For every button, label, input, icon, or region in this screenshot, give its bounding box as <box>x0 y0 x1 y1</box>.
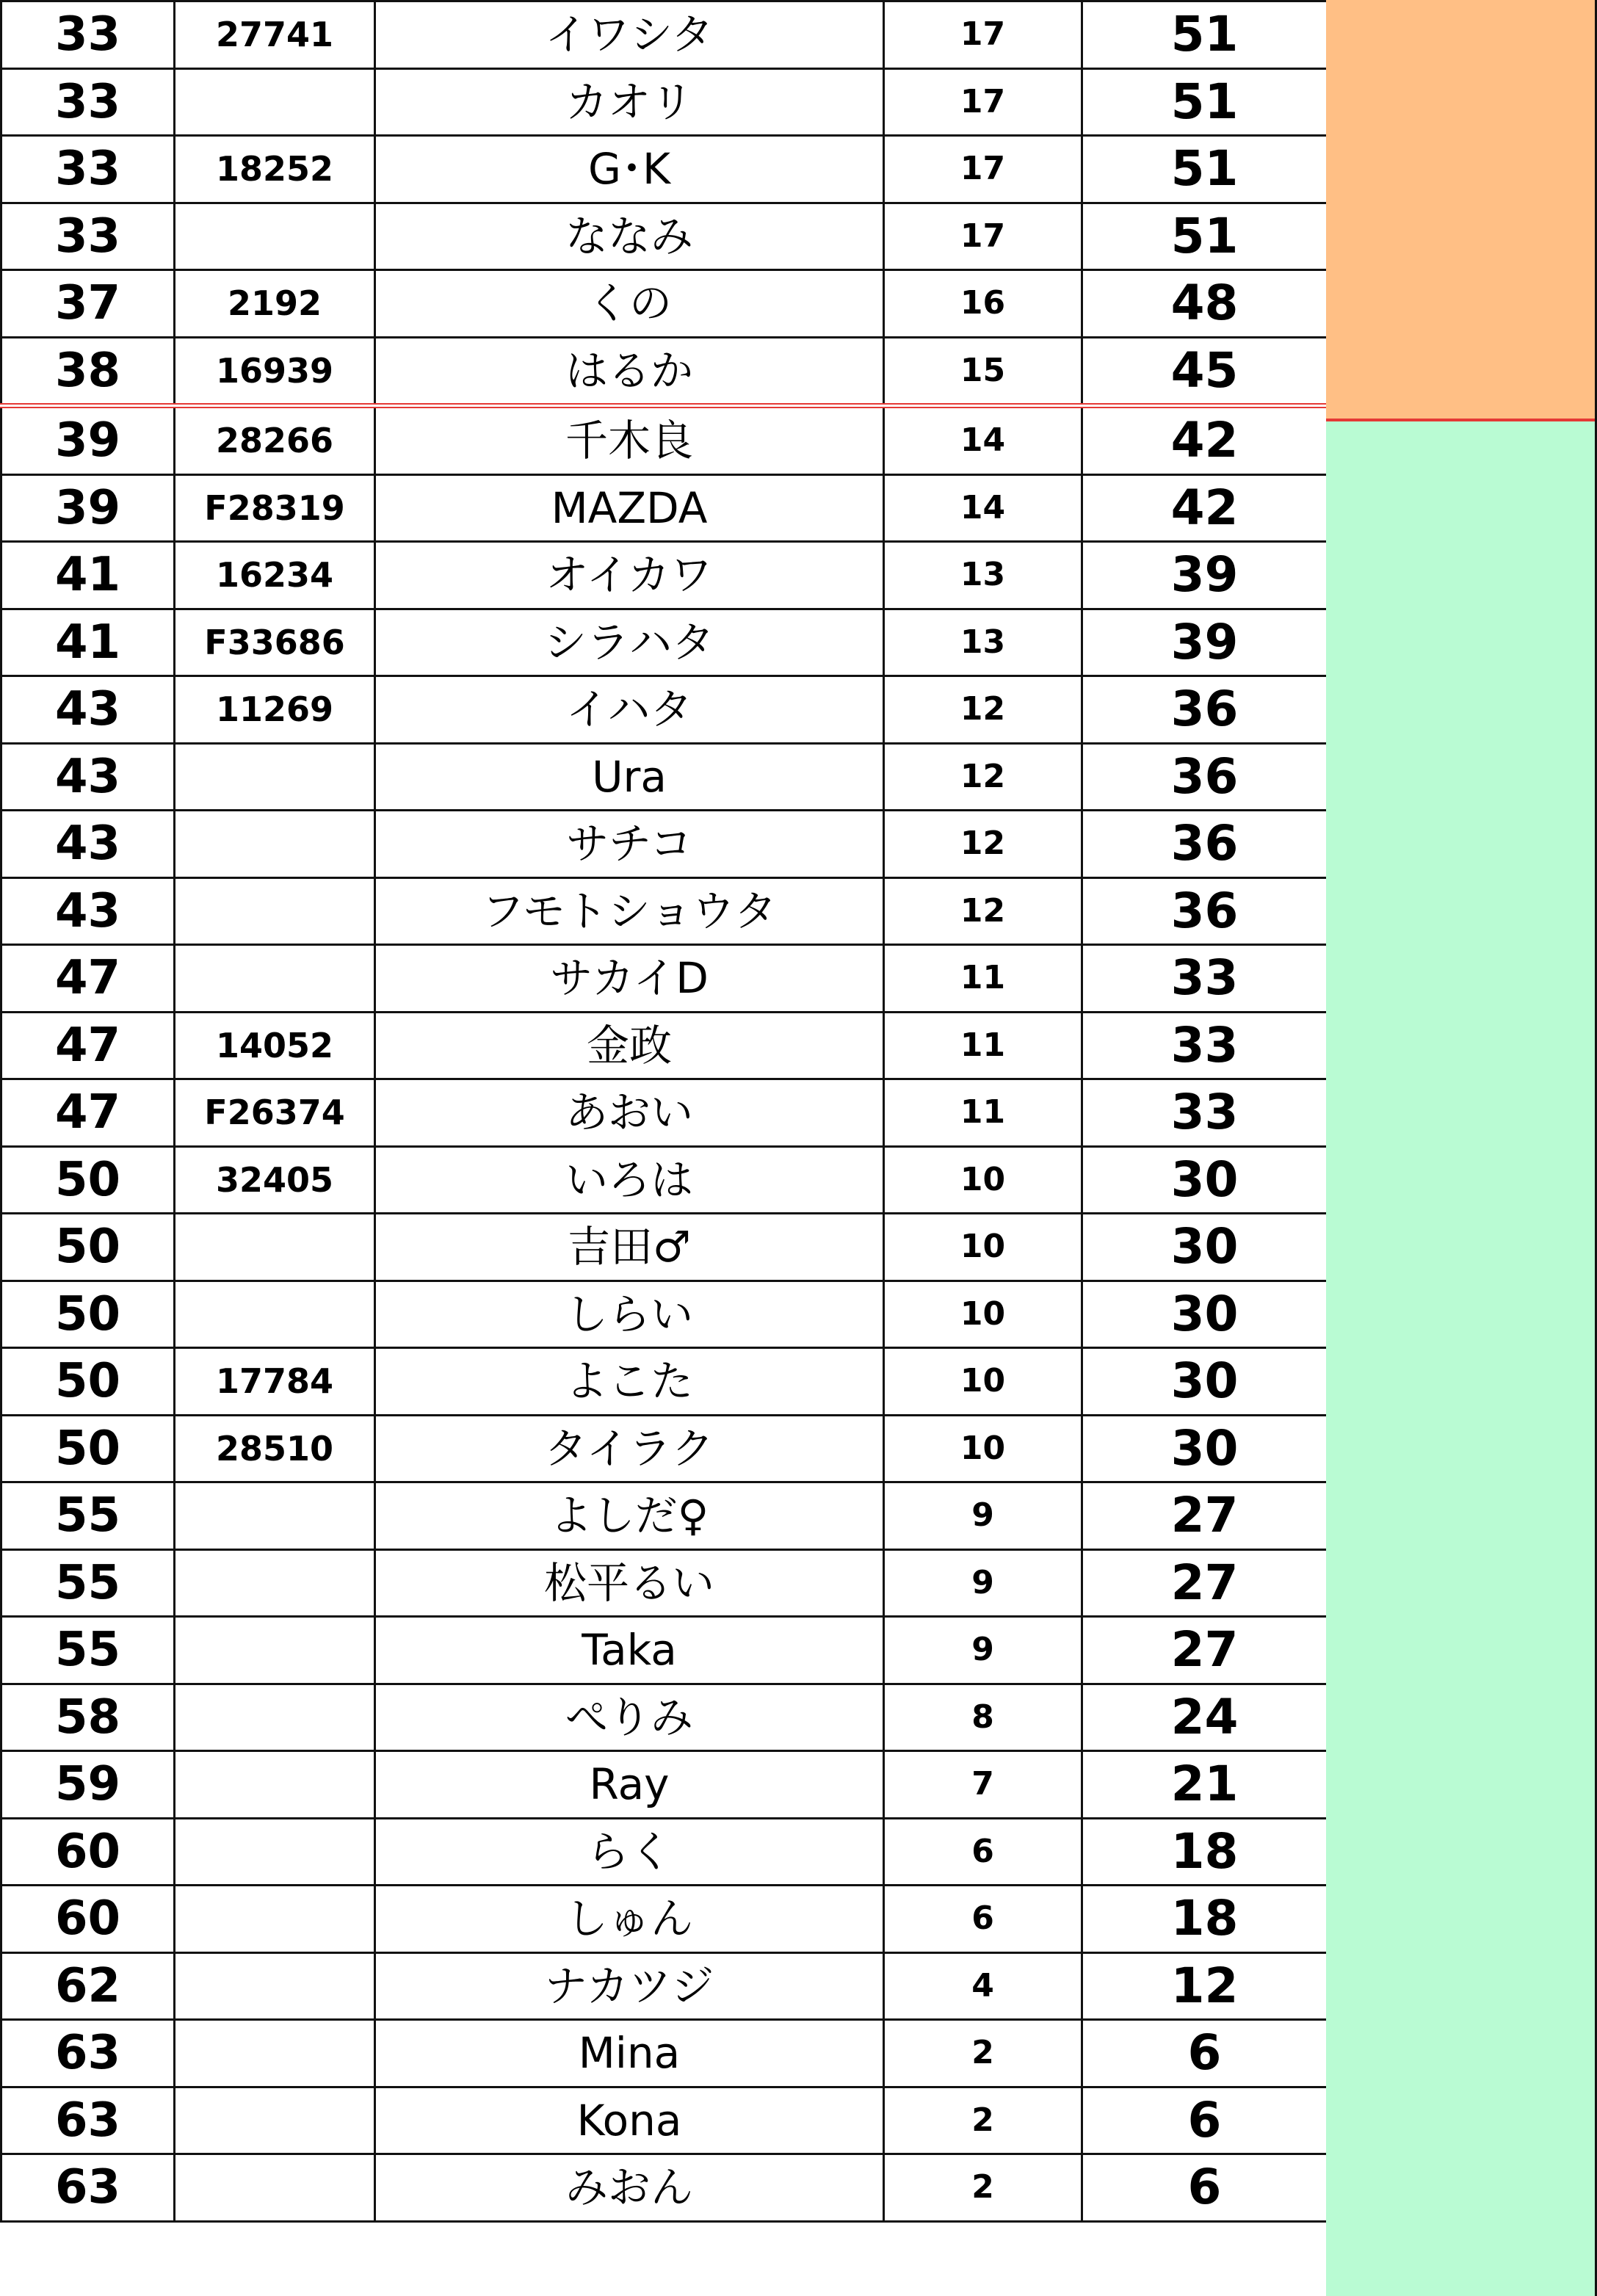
table-row <box>1 743 1328 811</box>
member-id-cell <box>175 945 375 1013</box>
points-cell: 30 <box>1082 1281 1328 1348</box>
rank-cell: 43 <box>1 877 175 945</box>
rank-cell: 60 <box>1 1818 175 1886</box>
zone-highlight-top <box>1326 0 1597 421</box>
player-name-cell: 金政 <box>375 1012 884 1079</box>
table-row <box>1 1012 1328 1079</box>
table-row <box>1 1348 1328 1416</box>
table-row <box>1 1079 1328 1147</box>
member-id-cell <box>175 1617 375 1684</box>
count-cell: 13 <box>884 609 1082 676</box>
count-cell: 16 <box>884 270 1082 338</box>
points-cell: 18 <box>1082 1886 1328 1953</box>
member-id-cell <box>175 203 375 270</box>
table-row <box>1 811 1328 878</box>
rank-cell: 63 <box>1 2087 175 2154</box>
rank-cell: 43 <box>1 743 175 811</box>
member-id-cell <box>175 1281 375 1348</box>
points-cell: 51 <box>1082 136 1328 203</box>
count-cell: 14 <box>884 406 1082 475</box>
member-id-cell <box>175 811 375 878</box>
count-cell: 9 <box>884 1482 1082 1550</box>
rank-cell: 59 <box>1 1751 175 1819</box>
member-id-cell: 14052 <box>175 1012 375 1079</box>
table-row <box>1 270 1328 338</box>
member-id-cell <box>175 1751 375 1819</box>
rank-cell: 50 <box>1 1348 175 1416</box>
player-name-cell: Ray <box>375 1751 884 1819</box>
count-cell: 2 <box>884 2154 1082 2222</box>
points-cell: 45 <box>1082 337 1328 406</box>
player-name-cell: Kona <box>375 2087 884 2154</box>
player-name-cell: ななみ <box>375 203 884 270</box>
table-row <box>1 68 1328 136</box>
player-name-cell: よこた <box>375 1348 884 1416</box>
points-cell: 42 <box>1082 406 1328 475</box>
count-cell: 14 <box>884 474 1082 542</box>
member-id-cell: 27741 <box>175 1 375 69</box>
player-name-cell: カオリ <box>375 68 884 136</box>
rank-cell: 43 <box>1 811 175 878</box>
table-row <box>1 136 1328 203</box>
player-name-cell: ナカツジ <box>375 1952 884 2020</box>
table-row <box>1 203 1328 270</box>
count-cell: 8 <box>884 1684 1082 1751</box>
count-cell: 10 <box>884 1415 1082 1482</box>
count-cell: 13 <box>884 542 1082 609</box>
count-cell: 4 <box>884 1952 1082 2020</box>
member-id-cell <box>175 68 375 136</box>
count-cell: 10 <box>884 1281 1082 1348</box>
points-cell: 36 <box>1082 811 1328 878</box>
rank-cell: 43 <box>1 676 175 744</box>
player-name-cell: イワシタ <box>375 1 884 69</box>
player-name-cell: あおい <box>375 1079 884 1147</box>
member-id-cell: 28266 <box>175 406 375 475</box>
player-name-cell: フモトショウタ <box>375 877 884 945</box>
points-cell: 21 <box>1082 1751 1328 1819</box>
count-cell: 7 <box>884 1751 1082 1819</box>
player-name-cell: MAZDA <box>375 474 884 542</box>
rank-cell: 38 <box>1 337 175 406</box>
member-id-cell: 18252 <box>175 136 375 203</box>
table-row <box>1 877 1328 945</box>
player-name-cell: みおん <box>375 2154 884 2222</box>
count-cell: 12 <box>884 811 1082 878</box>
points-cell: 51 <box>1082 68 1328 136</box>
points-cell: 27 <box>1082 1549 1328 1617</box>
member-id-cell <box>175 1818 375 1886</box>
count-cell: 10 <box>884 1146 1082 1214</box>
table-row <box>1 406 1328 475</box>
rank-cell: 50 <box>1 1281 175 1348</box>
count-cell: 12 <box>884 877 1082 945</box>
table-row <box>1 1684 1328 1751</box>
table-row <box>1 1751 1328 1819</box>
member-id-cell: 16234 <box>175 542 375 609</box>
table-row <box>1 1549 1328 1617</box>
count-cell: 10 <box>884 1348 1082 1416</box>
count-cell: 11 <box>884 1012 1082 1079</box>
member-id-cell: F33686 <box>175 609 375 676</box>
player-name-cell: 松平るい <box>375 1549 884 1617</box>
table-row <box>1 1214 1328 1281</box>
rank-cell: 62 <box>1 1952 175 2020</box>
points-cell: 6 <box>1082 2154 1328 2222</box>
points-cell: 6 <box>1082 2087 1328 2154</box>
rank-cell: 58 <box>1 1684 175 1751</box>
rank-cell: 33 <box>1 1 175 69</box>
count-cell: 6 <box>884 1818 1082 1886</box>
member-id-cell <box>175 2020 375 2087</box>
points-cell: 36 <box>1082 877 1328 945</box>
rank-cell: 47 <box>1 1012 175 1079</box>
player-name-cell: Ura <box>375 743 884 811</box>
table-row <box>1 474 1328 542</box>
count-cell: 9 <box>884 1617 1082 1684</box>
table-row <box>1 1617 1328 1684</box>
rank-cell: 60 <box>1 1886 175 1953</box>
points-cell: 12 <box>1082 1952 1328 2020</box>
points-cell: 27 <box>1082 1482 1328 1550</box>
player-name-cell: ぺりみ <box>375 1684 884 1751</box>
table-row <box>1 2087 1328 2154</box>
member-id-cell <box>175 1952 375 2020</box>
member-id-cell <box>175 743 375 811</box>
points-cell: 48 <box>1082 270 1328 338</box>
member-id-cell: 28510 <box>175 1415 375 1482</box>
player-name-cell: サカイD <box>375 945 884 1013</box>
count-cell: 17 <box>884 68 1082 136</box>
points-cell: 36 <box>1082 676 1328 744</box>
member-id-cell <box>175 877 375 945</box>
points-cell: 51 <box>1082 1 1328 69</box>
count-cell: 17 <box>884 203 1082 270</box>
points-cell: 33 <box>1082 1012 1328 1079</box>
points-cell: 18 <box>1082 1818 1328 1886</box>
player-name-cell: イハタ <box>375 676 884 744</box>
member-id-cell: 2192 <box>175 270 375 338</box>
player-name-cell: 吉田♂ <box>375 1214 884 1281</box>
table-row <box>1 945 1328 1013</box>
player-name-cell: はるか <box>375 337 884 406</box>
points-cell: 51 <box>1082 203 1328 270</box>
rank-cell: 55 <box>1 1617 175 1684</box>
member-id-cell <box>175 1886 375 1953</box>
count-cell: 11 <box>884 945 1082 1013</box>
table-row <box>1 1146 1328 1214</box>
count-cell: 9 <box>884 1549 1082 1617</box>
count-cell: 2 <box>884 2020 1082 2087</box>
member-id-cell <box>175 2087 375 2154</box>
points-cell: 27 <box>1082 1617 1328 1684</box>
player-name-cell: らく <box>375 1818 884 1886</box>
member-id-cell: 32405 <box>175 1146 375 1214</box>
member-id-cell <box>175 2154 375 2222</box>
points-cell: 6 <box>1082 2020 1328 2087</box>
rank-cell: 39 <box>1 474 175 542</box>
table-row <box>1 337 1328 406</box>
member-id-cell <box>175 1482 375 1550</box>
points-cell: 42 <box>1082 474 1328 542</box>
member-id-cell: 17784 <box>175 1348 375 1416</box>
count-cell: 17 <box>884 136 1082 203</box>
rank-cell: 63 <box>1 2020 175 2087</box>
rank-cell: 50 <box>1 1214 175 1281</box>
points-cell: 30 <box>1082 1214 1328 1281</box>
table-row <box>1 609 1328 676</box>
member-id-cell <box>175 1214 375 1281</box>
table-row <box>1 1818 1328 1886</box>
rank-cell: 50 <box>1 1415 175 1482</box>
player-name-cell: シラハタ <box>375 609 884 676</box>
points-cell: 24 <box>1082 1684 1328 1751</box>
rank-cell: 41 <box>1 542 175 609</box>
player-name-cell: G･K <box>375 136 884 203</box>
points-cell: 30 <box>1082 1146 1328 1214</box>
member-id-cell: 11269 <box>175 676 375 744</box>
rank-cell: 33 <box>1 136 175 203</box>
table-row <box>1 1 1328 69</box>
count-cell: 6 <box>884 1886 1082 1953</box>
rank-cell: 33 <box>1 203 175 270</box>
points-cell: 39 <box>1082 609 1328 676</box>
rank-cell: 47 <box>1 945 175 1013</box>
points-cell: 39 <box>1082 542 1328 609</box>
table-row <box>1 2154 1328 2222</box>
player-name-cell: いろは <box>375 1146 884 1214</box>
player-name-cell: 千木良 <box>375 406 884 475</box>
member-id-cell <box>175 1684 375 1751</box>
player-name-cell: くの <box>375 270 884 338</box>
count-cell: 15 <box>884 337 1082 406</box>
rank-cell: 41 <box>1 609 175 676</box>
points-cell: 33 <box>1082 945 1328 1013</box>
table-row <box>1 1415 1328 1482</box>
player-name-cell: Mina <box>375 2020 884 2087</box>
count-cell: 11 <box>884 1079 1082 1147</box>
points-cell: 33 <box>1082 1079 1328 1147</box>
table-row <box>1 1281 1328 1348</box>
table-row <box>1 1952 1328 2020</box>
ranking-table-body <box>1 1 1328 2222</box>
member-id-cell: F26374 <box>175 1079 375 1147</box>
table-row <box>1 2020 1328 2087</box>
zone-highlight-bottom <box>1326 421 1597 2296</box>
table-row <box>1 542 1328 609</box>
player-name-cell: タイラク <box>375 1415 884 1482</box>
player-name-cell: サチコ <box>375 811 884 878</box>
rank-cell: 39 <box>1 406 175 475</box>
rank-cell: 63 <box>1 2154 175 2222</box>
rank-cell: 47 <box>1 1079 175 1147</box>
count-cell: 12 <box>884 676 1082 744</box>
player-name-cell: オイカワ <box>375 542 884 609</box>
table-row <box>1 676 1328 744</box>
table-row <box>1 1482 1328 1550</box>
count-cell: 12 <box>884 743 1082 811</box>
count-cell: 17 <box>884 1 1082 69</box>
player-name-cell: しゅん <box>375 1886 884 1953</box>
points-cell: 36 <box>1082 743 1328 811</box>
count-cell: 10 <box>884 1214 1082 1281</box>
member-id-cell: 16939 <box>175 337 375 406</box>
rank-cell: 37 <box>1 270 175 338</box>
member-id-cell: F28319 <box>175 474 375 542</box>
player-name-cell: よしだ♀ <box>375 1482 884 1550</box>
rank-cell: 55 <box>1 1482 175 1550</box>
count-cell: 2 <box>884 2087 1082 2154</box>
rank-cell: 55 <box>1 1549 175 1617</box>
player-name-cell: しらい <box>375 1281 884 1348</box>
rank-cell: 33 <box>1 68 175 136</box>
member-id-cell <box>175 1549 375 1617</box>
rank-cell: 50 <box>1 1146 175 1214</box>
points-cell: 30 <box>1082 1348 1328 1416</box>
player-name-cell: Taka <box>375 1617 884 1684</box>
table-row <box>1 1886 1328 1953</box>
points-cell: 30 <box>1082 1415 1328 1482</box>
